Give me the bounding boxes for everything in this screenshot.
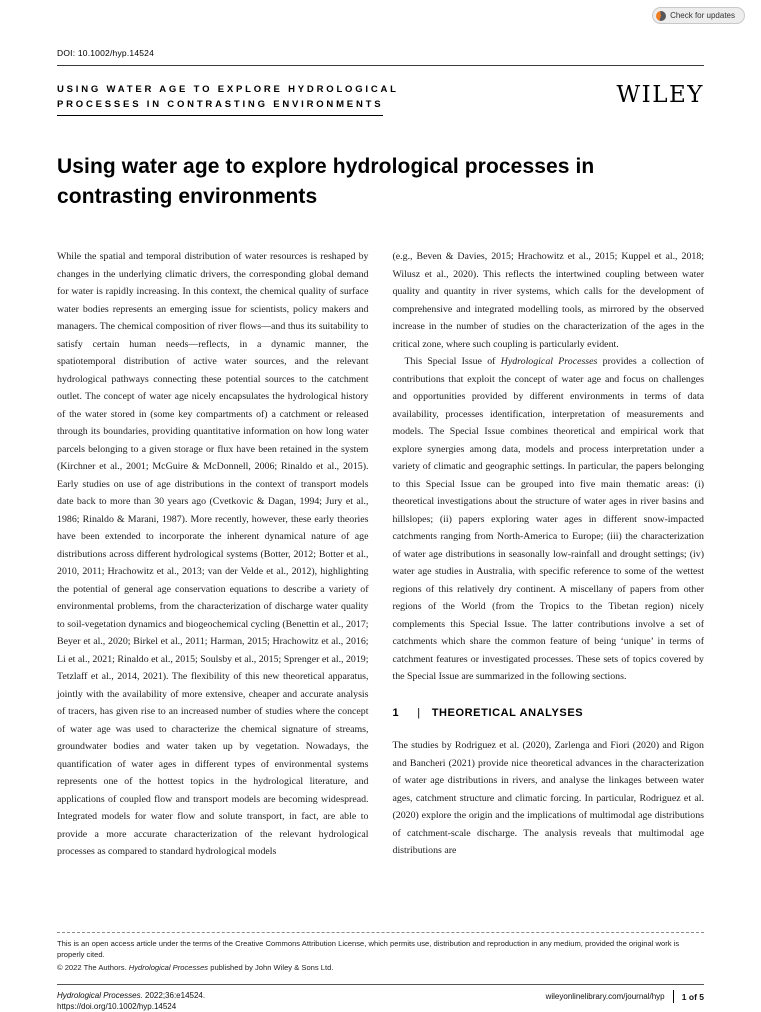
copyright-line [57, 963, 704, 974]
citation-line [57, 990, 205, 1001]
section-number: 1 [392, 706, 400, 719]
copyright-suffix: published by John Wiley & Sons Ltd. [208, 963, 334, 972]
copyright-journal-name: Hydrological Processes [128, 963, 209, 972]
section-separator: | [417, 706, 421, 719]
body-paragraph: The studies by Rodriguez et al. (2020), Zarlenga and Fiori (2020) and Rigon and Bancheri (2021) provide nice theoretical advances in the characterization of water age distributions in rivers, and analyse the linkages between water ages, catchment structure and climatic forcing. In particular, Rodriguez et al. (2020) explore the origin and the implications of multimodal age distributions of catchment-scale discharge. The analysis reveals that multimodal age distributions are [392, 740, 704, 856]
section-title: THEORETICAL ANALYSES [431, 706, 584, 719]
page-number: 1 of 5 [681, 991, 704, 1002]
check-updates-label: Check for updates [670, 11, 735, 20]
paragraph-text: This Special Issue of [404, 356, 501, 367]
paragraph-text: provides a collection of contributions that exploit the concept of water age and focus on challenges and opportunities provided by different environments in terms of data availability, processes identification, interpretation of measurements and models. The Special Issue combines theoretical and empirical work that explore synergies among data, models and process interpretation under a variety of climatic and geographic settings. In particular, the papers belonging to this Special Issue can be grouped into five main thematic areas: (i) theoretical investigations about the structure of water ages in river basins and hillslopes; (ii) papers exploring water ages in different snow-impacted catchments ranging from North-America to Europe; (iii) the characterization of water age distributions in seasonally low-rainfall and drought settings; (iv) water age studies in Australia, with specific reference to some of the wettest regions of this relatively dry continent. A miscellany of papers from other regions of the World (from the Tropics to the Tibetan region) nicely complements this Special Issue. The latter contributions involve a set of catchments which share the common feature of being ‘unique’ in terms of catchment features or investigated processes. These sets of topics covered by the Special Issue are summarized in the following sections. [392, 356, 704, 682]
body-paragraph: While the spatial and temporal distribution of water resources is reshaped by changes in the underlying climatic drivers, the corresponding global demand for water is rapidly increasing. In this context, the chemical quality of surface water bodies represents an emerging issue for scientists, policy makers and managers. The chemical composition of river flows—and thus its suitability to satisfy certain human needs—reflects, in a dynamic manner, the spatiotemporal distribution of active water sources, and the relevant hydrological pathways connecting these potential sources to the catchment outlet. The concept of water age nicely encapsulates the hydrological history of the water stored in (some key compartments of) a catchment or released through its boundaries, providing quantitative information on how long water parcels belonging to a given storage or flux have been retained in the system (Kirchner et al., 2001; McGuire & McDonnell, 2006; Rinaldo et al., 2015). Early studies on use of age distributions in the context of transport models date back to more than 30 years ago (Cvetkovic & Dagan, 1994; Jury et al., 1986; Rinaldo & Marani, 1987). More recently, however, these early theories have been extended to incorporate the inherent dynamical nature of age distributions across different hydrological systems (Botter, 2012; Botter et al., 2010, 2011; Hrachowitz et al., 2013; van der Velde et al., 2012), highlighting the potential of general age conservation equations to describe a variety of environmental problems, from the characterization of discharge water quality to soil-vegetation dynamics and biogeochemical cycling (Benettin et al., 2017; Beyer et al., 2020; Birkel et al., 2011; Harman, 2015; Hrachowitz et al., 2016; Li et al., 2021; Rinaldo et al., 2015; Soulsby et al., 2015; Sprenger et al., 2019; Tetzlaff et al., 2014, 2021). The flexibility of this new theoretical apparatus, jointly with the availability of more extensive, cheaper and accurate analysis of tracers, has given rise to an increased number of studies where the concept of water age was used to characterize the chemical signature of streams, groundwater bodies and water taken up by vegetation. Nowadays, the quantification of water ages in different types of environmental systems represents one of the hottest topics in the hydrological literature, and applications of coupled flow and transport models are becoming widespread. Integrated models for water flow and solute transport, in fact, are able to provide a more accurate characterization of the relevant hydrological processes as compared to standard hydrological models [57, 251, 369, 857]
running-head-line2: PROCESSES IN CONTRASTING ENVIRONMENTS [57, 97, 383, 116]
citation-block [57, 990, 205, 1012]
body-paragraph [393, 353, 705, 686]
license-text: This is an open access article under the terms of the Creative Commons Attribution License, which permits use, distribution and reproduction in any medium, provided the original work is properly cited. [57, 939, 680, 959]
doi-link[interactable]: https://doi.org/10.1002/hyp.14524 [57, 1002, 177, 1011]
bottom-right-block [546, 990, 704, 1003]
journal-name-italic: Hydrological Processes [500, 356, 598, 367]
body-paragraph: (e.g., Beven & Davies, 2015; Hrachowitz et al., 2015; Kuppel et al., 2018; Wilusz et al., 2020). This reflects the intertwined coupling between water quality and quantity in river systems, which calls for the development of comprehensive and integrated modelling tools, as mirrored by the observed increase in the number of studies on the characterization of the ages in the critical zone, where such coupling is particularly evident. [392, 251, 704, 350]
body-columns [57, 248, 704, 861]
journal-website-link[interactable]: wileyonlinelibrary.com/journal/hyp [545, 992, 665, 1001]
doi-text: DOI: 10.1002/hyp.14524 [57, 48, 155, 58]
wiley-logo: WILEY [616, 82, 704, 108]
right-column [393, 248, 705, 861]
left-column [57, 248, 369, 861]
running-head [57, 82, 399, 116]
running-head-line1: USING WATER AGE TO EXPLORE HYDROLOGICAL [57, 84, 399, 95]
section-heading [393, 705, 705, 723]
copyright-prefix: © 2022 The Authors. [57, 963, 129, 972]
article-title: Using water age to explore hydrological processes in contrasting environments [57, 155, 595, 208]
masthead [57, 82, 704, 116]
license-footnote [57, 932, 704, 974]
footer-divider [673, 990, 674, 1003]
citation-journal-name: Hydrological Processes. [57, 991, 143, 1000]
citation-rest: 2022;36:e14524. [142, 991, 206, 1000]
header-rule [57, 65, 704, 66]
bottom-citation-bar [57, 984, 704, 1012]
page-content [57, 0, 704, 861]
